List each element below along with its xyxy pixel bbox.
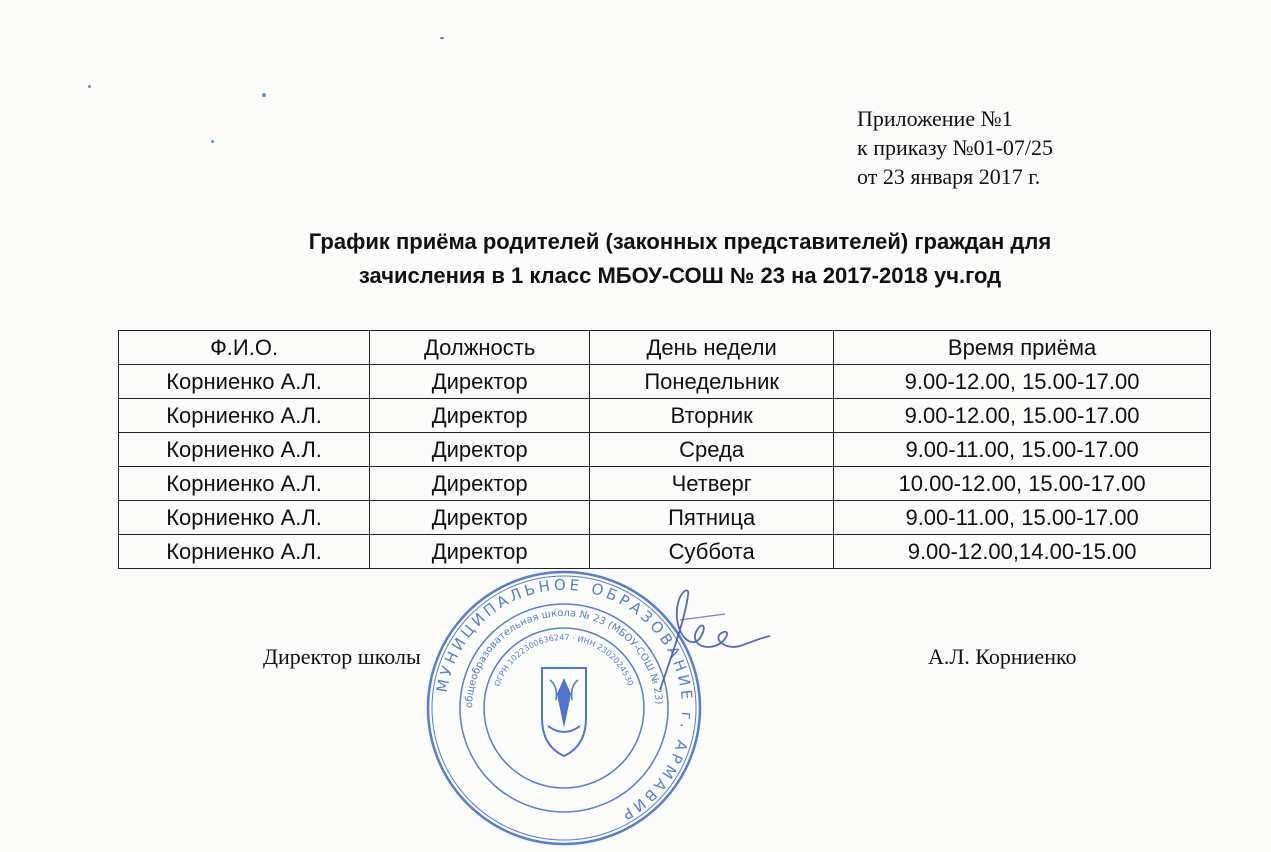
table-row	[119, 433, 1211, 467]
cell-name: Корниенко А.Л.	[119, 535, 370, 569]
title-line-2: зачисления в 1 класс МБОУ-СОШ № 23 на 2017-2018 уч.год	[358, 263, 1002, 288]
table-row	[119, 399, 1211, 433]
cell-time: 9.00-11.00, 15.00-17.00	[834, 501, 1211, 535]
cell-position: Директор	[370, 535, 590, 569]
appendix-line-3: от 23 января 2017 г.	[857, 164, 1041, 189]
appendix-line-2: к приказу №01-07/25	[857, 135, 1054, 160]
signature-position-label: Директор школы	[263, 644, 421, 669]
cell-position: Директор	[370, 501, 590, 535]
cell-day: Четверг	[590, 467, 834, 501]
appendix-line-1: Приложение №1	[857, 106, 1013, 131]
cell-time: 9.00-12.00, 15.00-17.00	[834, 399, 1211, 433]
svg-text:ОГРН 1022300636247 · ИНН 23020: ОГРН 1022300636247 · ИНН 2302024530	[492, 632, 636, 688]
appendix-header	[857, 104, 1053, 191]
scan-speck	[211, 140, 214, 143]
cell-name: Корниенко А.Л.	[119, 501, 370, 535]
header-cell-day: День недели	[590, 331, 834, 365]
cell-name: Корниенко А.Л.	[119, 467, 370, 501]
handwritten-signature-icon	[630, 580, 780, 700]
signature-name-label: А.Л. Корниенко	[928, 644, 1077, 669]
schedule-table	[118, 330, 1211, 569]
cell-time: 9.00-12.00, 15.00-17.00	[834, 365, 1211, 399]
table-header-row	[119, 331, 1211, 365]
header-cell-position: Должность	[370, 331, 590, 365]
cell-position: Директор	[370, 467, 590, 501]
cell-time: 9.00-12.00,14.00-15.00	[834, 535, 1211, 569]
table-row	[119, 535, 1211, 569]
svg-text:общеобразовательная школа № 23: общеобразовательная школа № 23 (МБОУ-СОШ № 23)	[463, 607, 664, 709]
header-cell-name: Ф.И.О.	[119, 331, 370, 365]
cell-name: Корниенко А.Л.	[119, 365, 370, 399]
header-cell-time: Время приёма	[834, 331, 1211, 365]
cell-position: Директор	[370, 365, 590, 399]
cell-day: Среда	[590, 433, 834, 467]
cell-name: Корниенко А.Л.	[119, 433, 370, 467]
cell-day: Понедельник	[590, 365, 834, 399]
scan-speck	[88, 85, 91, 88]
cell-time: 9.00-11.00, 15.00-17.00	[834, 433, 1211, 467]
svg-text:МУНИЦИПАЛЬНОЕ ОБРАЗОВАНИЕ г. А: МУНИЦИПАЛЬНОЕ ОБРАЗОВАНИЕ г. АРМАВИР	[432, 575, 697, 826]
document-title	[150, 225, 1210, 293]
table-row	[119, 501, 1211, 535]
scan-speck	[262, 93, 266, 97]
table-row	[119, 365, 1211, 399]
cell-day: Суббота	[590, 535, 834, 569]
table-row	[119, 467, 1211, 501]
cell-name: Корниенко А.Л.	[119, 399, 370, 433]
scan-speck	[440, 37, 444, 39]
cell-time: 10.00-12.00, 15.00-17.00	[834, 467, 1211, 501]
cell-day: Вторник	[590, 399, 834, 433]
cell-position: Директор	[370, 433, 590, 467]
cell-day: Пятница	[590, 501, 834, 535]
title-line-1: График приёма родителей (законных представителей) граждан для	[308, 229, 1052, 254]
cell-position: Директор	[370, 399, 590, 433]
